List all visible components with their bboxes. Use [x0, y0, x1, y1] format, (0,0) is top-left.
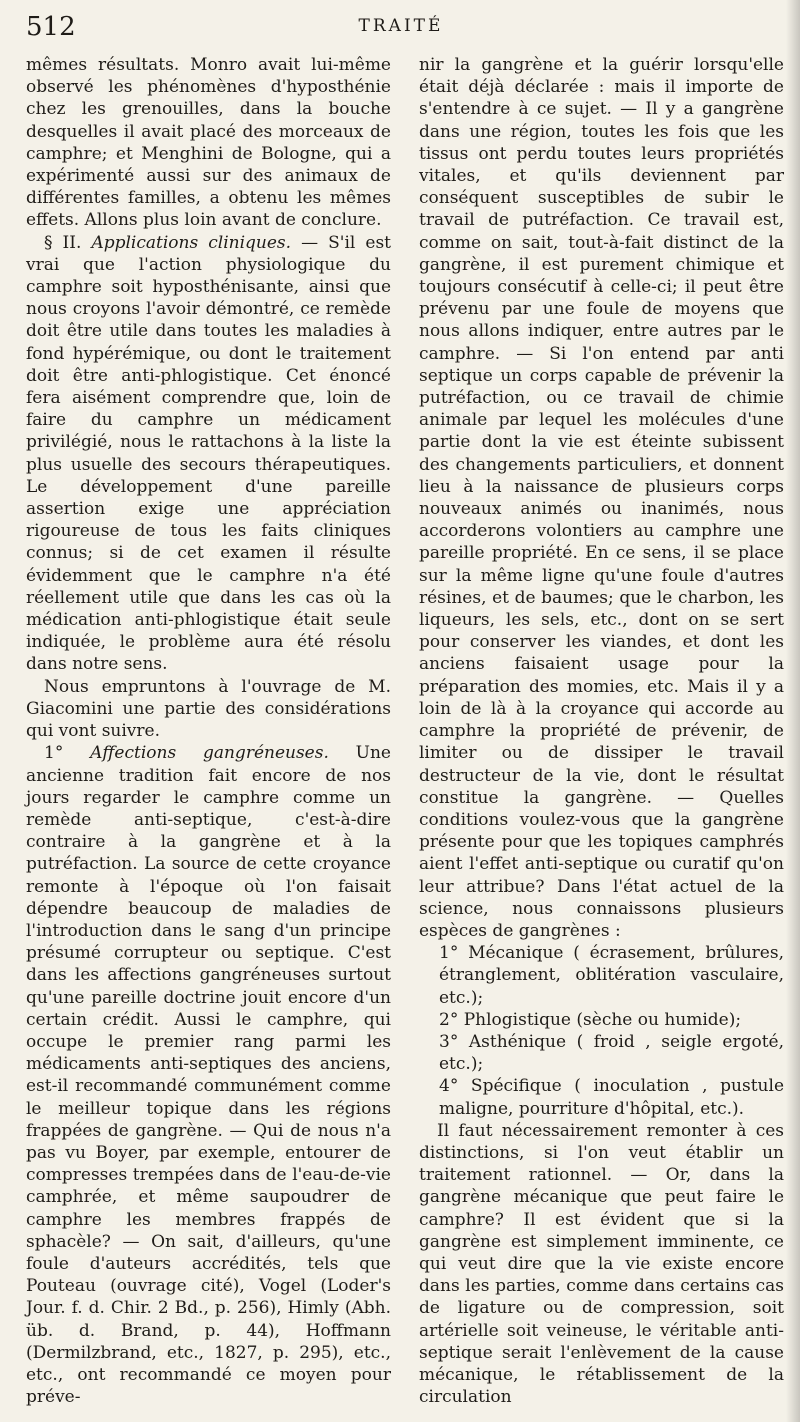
left-column: [26, 54, 391, 1408]
list-marker: 1°: [439, 943, 459, 964]
list-item: [419, 1009, 784, 1031]
list-marker: 3°: [439, 1031, 459, 1052]
paragraph: Il faut nécessairement remonter à ces distinctions, si l'on veut établir un traitement rationnel. — Or, dans la gangrène mécanique que peut faire le camphre? Il est évident que si la gangrène est simplement imminente, ce qui veut dire que la vie existe encore dans les parties, comme dans certains cas de ligature ou de compression, soit artérielle soit veineuse, le véritable anti-septique serait l'enlèvement de la cause mécanique, le rétablissement de la circulation: [419, 1120, 784, 1408]
list-item: [419, 1075, 784, 1119]
list-text: Phlogistique (sèche ou humide);: [463, 1009, 742, 1030]
list-text: Mécanique ( écrasement, brûlures, étranglement, oblitération vasculaire, etc.);: [439, 943, 784, 1008]
section-number: § II.: [44, 232, 82, 253]
list-text: Asthénique ( froid , seigle ergoté, etc.);: [439, 1031, 784, 1075]
paragraph-affections: [26, 742, 391, 1408]
paragraph: mêmes résultats. Monro avait lui-même observé les phénomènes d'hyposthénie chez les grenouilles, dans la bouche desquelles il avait placé des morceaux de camphre; et Menghini de Bologne, qui a expérimenté aussi sur des animaux de différentes familles, a obtenu les mêmes effets. Allons plus loin avant de conclure.: [26, 55, 391, 231]
subsection-heading: Affections gangréneuses.: [90, 743, 329, 764]
paragraph-text: — S'il est vrai que l'action physiologique du camphre soit hyposthénisante, ainsi que nous croyons l'avoir démontré, ce remède doit être utile dans toutes les maladies à fond hypérémique, ou dont le traitement doit être anti-phlogistique. Cet énoncé fera aisément comprendre que, loin de faire du camphre un médicament privilégié, nous le rattachons à la liste la plus usuelle des secours thérapeutiques. Le développement d'une pareille assertion exige une appréciation rigoureuse de tous les faits cliniques connus; si de cet examen il résulte évidemment que le camphre n'a été réellement utile que dans les cas où la médication anti-phlogistique était seule indiquée, le problème aura été résolu dans notre sens.: [26, 232, 392, 675]
page-header: [16, 10, 786, 50]
right-column: [419, 54, 784, 1408]
section-heading: Applications cliniques.: [91, 232, 292, 253]
list-marker: 2°: [439, 1009, 459, 1030]
running-title: TRAITÉ: [358, 16, 444, 36]
page-edge-shadow: [786, 0, 800, 1422]
paragraph-applications: [26, 232, 391, 676]
paragraph: Nous empruntons à l'ouvrage de M. Giacomini une partie des considérations qui vont suivre.: [26, 676, 391, 742]
item-number: 1°: [44, 743, 64, 764]
paragraph: nir la gangrène et la guérir lorsqu'elle était déjà déclarée : mais il importe de s'entendre à ce sujet. — Il y a gangrène dans une région, toutes les fois que les tissus ont perdu toutes leurs propriétés vitales, et qu'ils deviennent par conséquent susceptibles de subir le travail de putréfaction. Ce travail est, comme on sait, tout-à-fait distinct de la gangrène, il est purement chimique et toujours consécutif à celle-ci; il peut être prévenu par une foule de moyens que nous allons indiquer, entre autres par le camphre. — Si l'on entend par anti septique un corps capable de prévenir la putréfaction, ou ce travail de chimie animale par lequel les molécules d'une partie dont la vie est éteinte subissent des changements particuliers, et donnent lieu à la naissance de plusieurs corps nouveaux animés ou inanimés, nous accorderons volontiers au camphre une pareille propriété. En ce sens, il se place sur la même ligne qu'une foule d'autres résines, et de baumes; que le charbon, les liqueurs, les sels, etc., dont on se sert pour conserver les viandes, et dont les anciens faisaient usage pour la préparation des momies, etc. Mais il y a loin de là à la croyance qui accorde au camphre la propriété de prévenir, de limiter ou de dissiper le travail destructeur de la vie, dont le résultat constitue la gangrène. — Quelles conditions voulez-vous que la gangrène présente pour que les topiques camphrés aient l'effet anti-septique ou curatif qu'on leur attribue? Dans l'état actuel de la science, nous connaissons plusieurs espèces de gangrènes :: [419, 55, 784, 941]
page-number: 512: [26, 12, 76, 42]
list-item: [419, 1031, 784, 1075]
list-text: Spécifique ( inoculation , pustule maligne, pourriture d'hôpital, etc.).: [439, 1076, 784, 1119]
list-item: [419, 942, 784, 1009]
paragraph-text: Une ancienne tradition fait encore de nos jours regarder le camphre comme un remède anti-septique, c'est-à-dire contraire à la gangrène et à la putréfaction. La source de cette croyance remonte à l'époque où l'on faisait dépendre beaucoup de maladies de l'introduction dans le sang d'un principe présumé corrupteur ou septique. C'est dans les affections gangréneuses surtout qu'une pareille doctrine jouit encore d'un certain crédit. Aussi le camphre, qui occupe le premier rang parmi les médicaments anti-septiques des anciens, est-il recommandé communément comme le meilleur topique dans les régions frappées de gangrène. — Qui de nous n'a pas vu Boyer, par exemple, entourer de compresses trempées dans de l'eau-de-vie camphrée, et même saupoudrer de camphre les membres frappés de sphacèle? — On sait, d'ailleurs, qu'une foule d'auteurs accrédités, tels que Pouteau (ouvrage cité), Vogel (Loder's Jour. f. d. Chir. 2 Bd., p. 256), Himly (Abh. üb. d. Brand, p. 44), Hoffmann (Dermilzbrand, etc., 1827, p. 295), etc., etc., ont recommandé ce moyen pour préve-: [26, 743, 391, 1408]
list-marker: 4°: [439, 1076, 459, 1097]
